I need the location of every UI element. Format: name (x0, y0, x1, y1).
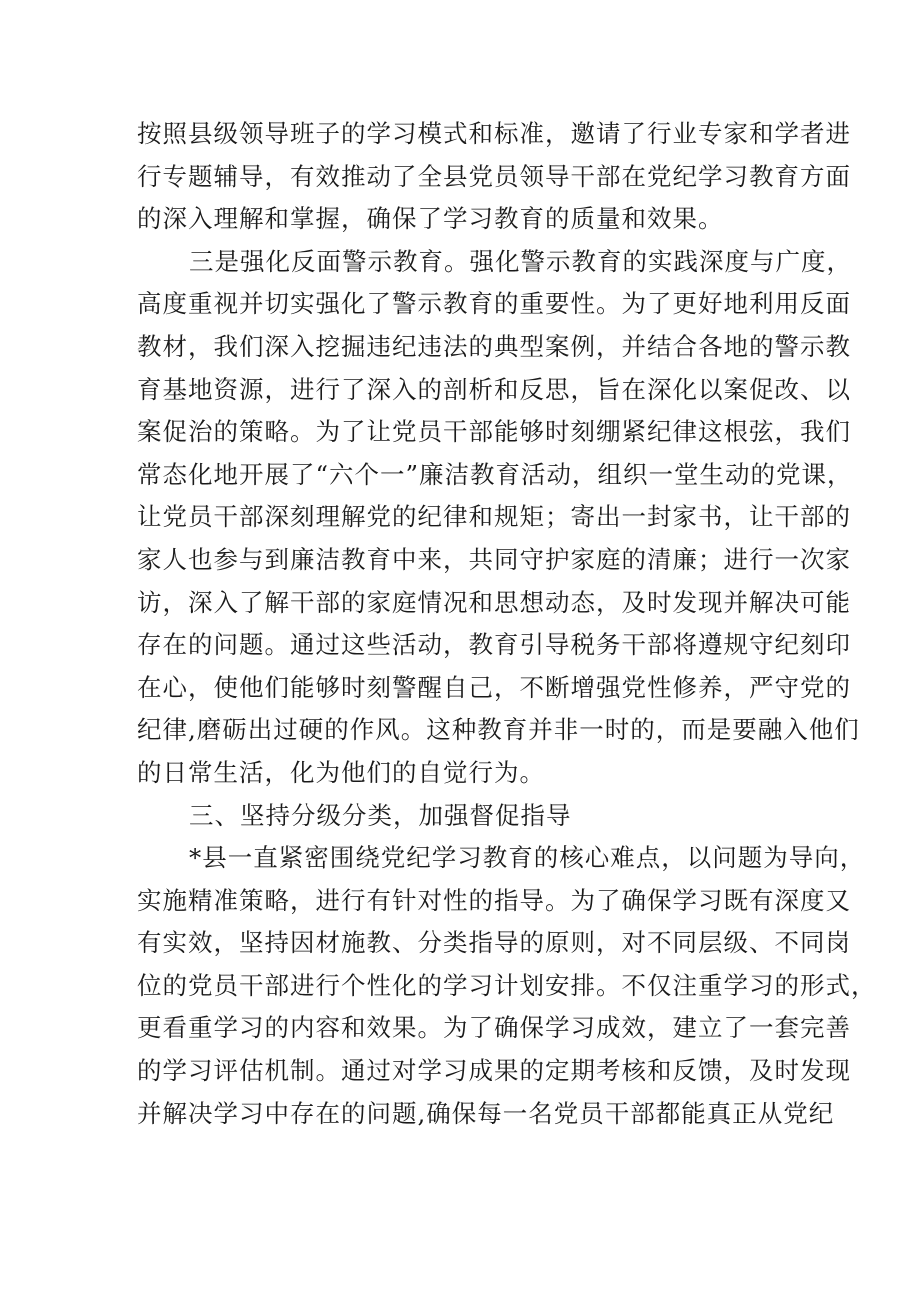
text-line: 行专题辅导，有效推动了全县党员领导干部在党纪学习教育方面 (137, 161, 851, 191)
text-line: 位的党员干部进行个性化的学习计划安排。不仅注重学习的形式， (137, 970, 877, 1000)
text-line: 教材，我们深入挖掘违纪违法的典型案例，并结合各地的警示教 (137, 331, 851, 361)
text-line: 案促治的策略。为了让党员干部能够时刻绷紧纪律这根弦，我们 (137, 417, 851, 447)
text-line: 在心，使他们能够时刻警醒自己，不断增强党性修养，严守党的 (137, 672, 851, 702)
text-line: 更看重学习的内容和效果。为了确保学习成效，建立了一套完善 (137, 1013, 851, 1043)
text-line: 育基地资源，进行了深入的剖析和反思，旨在深化以案促改、以 (137, 374, 851, 404)
paragraph-heading-line: 三是强化反面警示教育。强化警示教育的实践深度与广度， (189, 246, 852, 276)
text-line: 常态化地开展了“六个一”廉洁教育活动，组织一堂生动的党课， (137, 459, 853, 489)
text-line: 纪律,磨砺出过硬的作风。这种教育并非一时的，而是要融入他们 (137, 715, 860, 745)
text-line: 家人也参与到廉洁教育中来，共同守护家庭的清廉；进行一次家 (137, 544, 851, 574)
text-line: 的深入理解和掌握，确保了学习教育的质量和效果。 (137, 204, 724, 234)
text-line: 访，深入了解干部的家庭情况和思想动态，及时发现并解决可能 (137, 587, 851, 617)
text-line: 存在的问题。通过这些活动，教育引导税务干部将遵规守纪刻印 (137, 630, 851, 660)
text-line: 的日常生活，化为他们的自觉行为。 (137, 757, 545, 787)
section-heading: 三、坚持分级分类，加强督促指导 (189, 800, 572, 830)
text-line: 高度重视并切实强化了警示教育的重要性。为了更好地利用反面 (137, 289, 851, 319)
text-line: 的学习评估机制。通过对学习成果的定期考核和反馈，及时发现 (137, 1056, 851, 1086)
text-line: 按照县级领导班子的学习模式和标准，邀请了行业专家和学者进 (137, 119, 851, 148)
text-line: 有实效，坚持因材施教、分类指导的原则，对不同层级、不同岗 (137, 928, 851, 958)
document-body (137, 113, 877, 1135)
text-line: 实施精准策略，进行有针对性的指导。为了确保学习既有深度又 (137, 885, 851, 915)
text-line: 并解决学习中存在的问题,确保每一名党员干部都能真正从党纪 (137, 1098, 835, 1128)
text-line: *县一直紧密围绕党纪学习教育的核心难点，以问题为导向， (189, 843, 866, 873)
text-line: 让党员干部深刻理解党的纪律和规矩；寄出一封家书，让干部的 (137, 502, 851, 532)
